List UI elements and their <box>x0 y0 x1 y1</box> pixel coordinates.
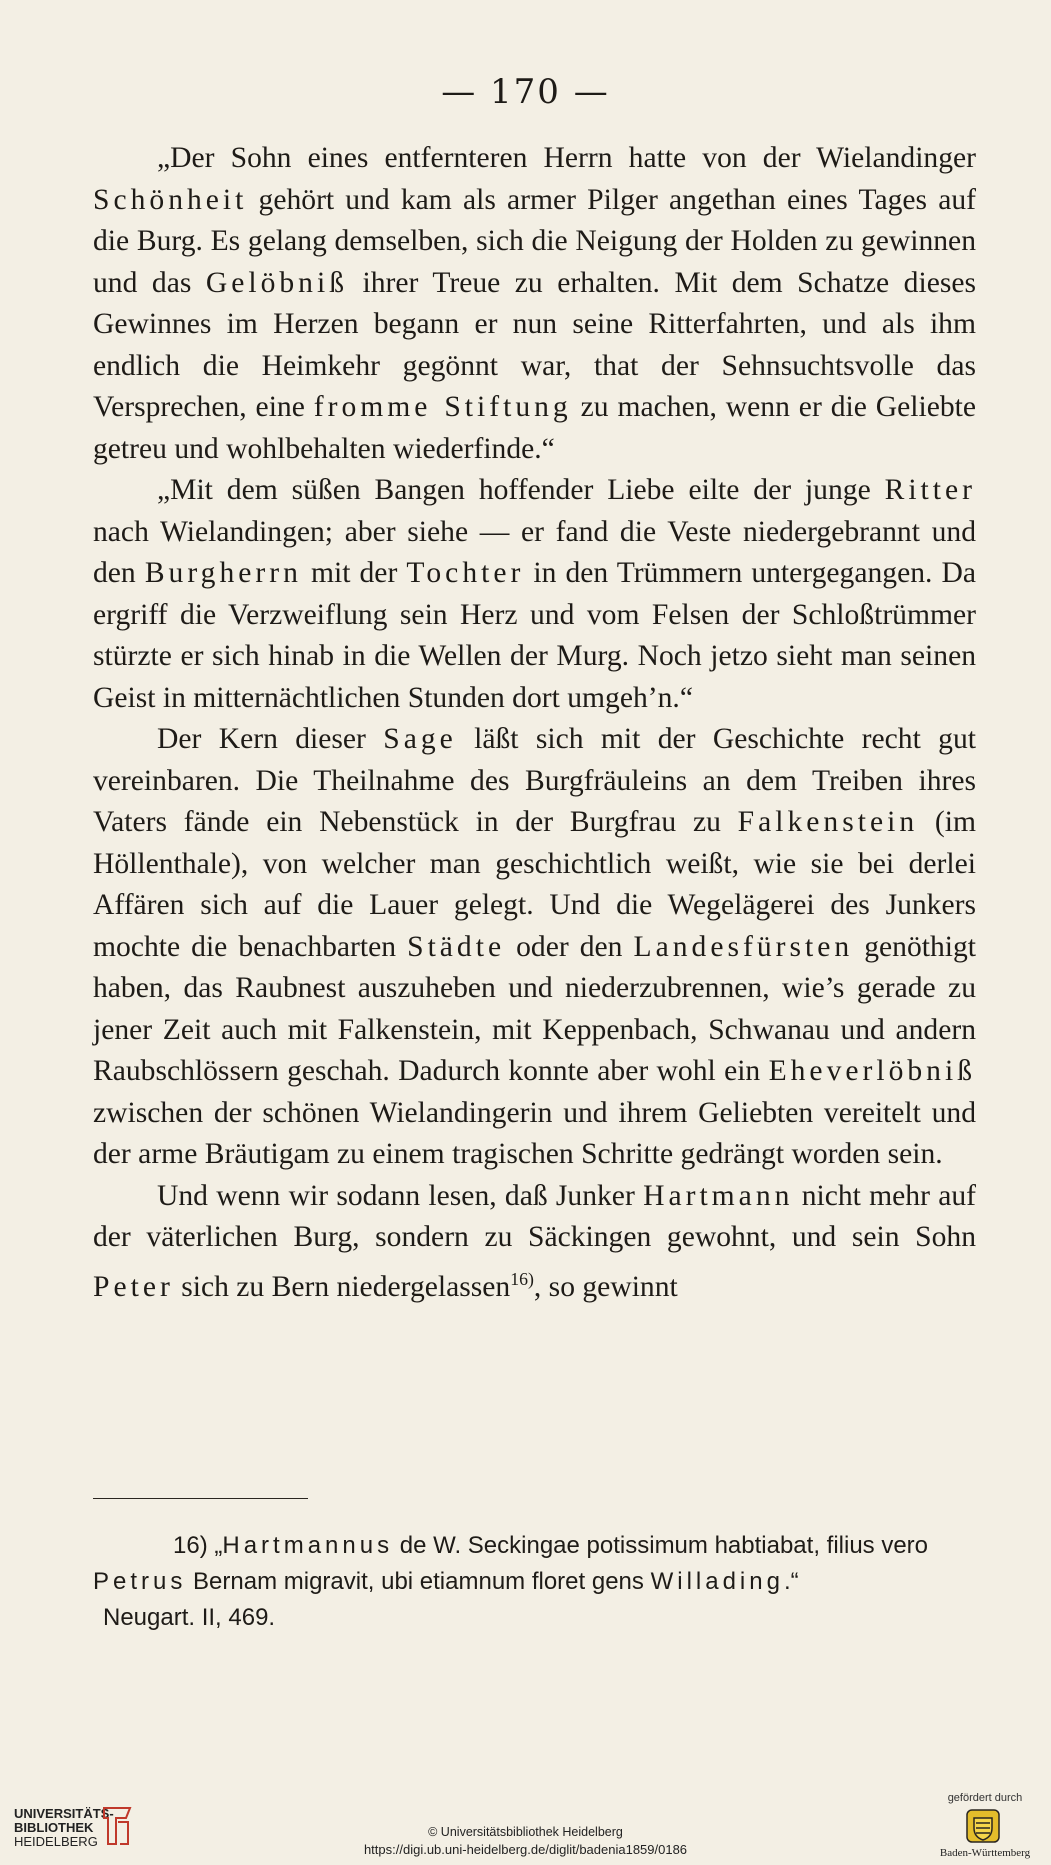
paragraph: Der Kern dieser Sage läßt sich mit der Geschichte recht gut vereinbaren. Die Theilnahme des Burgfräuleins an dem Treiben ihres Vaters fände ein Nebenstück in der Burgfrau zu Falkenstein (im Höllenthale), von welcher man geschichtlich weißt, wie sie bei derlei Affären sich auf die Lauer gelegt. Und die Wegelägerei des Junkers mochte die benachbarten Städte oder den Landesfürsten genöthigt haben, das Raubnest auszuheben und niederzubrennen, wie’s gerade zu jener Zeit auch mit Falkenstein, mit Keppenbach, Schwanau und andern Raubschlössern geschah. Dadurch konnte aber wohl ein Eheverlöbniß zwischen der schönen Wielandingerin und ihrem Geliebten vereitelt und der arme Bräutigam zu einem tragischen Schritte gedrängt worden sein. <box>93 723 976 1170</box>
footnote <box>93 1528 988 1636</box>
body-text <box>93 138 976 1308</box>
page-number: — 170 — <box>441 72 610 112</box>
spaced-emphasis: Burgherrn <box>144 557 302 589</box>
spaced-emphasis: Sage <box>383 723 457 755</box>
footnote-source: Neugart. II, 469. <box>103 1604 276 1631</box>
spaced-emphasis: Hartmannus <box>222 1532 394 1559</box>
paragraph: „Mit dem süßen Bangen hoffender Liebe eilte der junge Ritter nach Wielandingen; aber siehe — er fand die Veste niedergebrannt und den Burgherrn mit der Tochter in den Trümmern untergegangen. Da ergriff die Verzweiflung sein Herz und vom Felsen der Schloßtrümmer stürzte er sich hinab in die Wellen der Murg. Noch jetzo sieht man seinen Geist in mitternächtlichen Stunden dort umgeh’n.“ <box>93 474 976 714</box>
spaced-emphasis: Hartmann <box>643 1179 794 1212</box>
paragraph: „Der Sohn eines entfernteren Herrn hatte von der Wielandinger Schönheit gehört und kam als armer Pilger angethan eines Tages auf die Burg. Es gelang demselben, sich die Neigung der Holden zu gewinnen und das Gelöbniß ihrer Treue zu erhalten. Mit dem Schatze dieses Gewinnes im Herzen begann er nun seine Ritterfahrten, und als ihm endlich die Heimkehr gegönnt war, that der Sehnsuchtsvolle das Versprechen, eine fromme Stiftung zu machen, wenn er die Geliebte getreu und wohlbehalten wiederfinde.“ <box>93 142 977 465</box>
footnote-text: 16) „Hartmannus de W. Seckingae potissimum habtiabat, filius vero Petrus Bernam migravit, ubi etiamnum floret gens Willading.“ <box>93 1532 929 1595</box>
copyright-notice: © Universitätsbibliothek Heidelberg <box>428 1825 623 1839</box>
logo-line: UNIVERSITÄTS- <box>14 1806 114 1821</box>
footnote-ref: 16) <box>510 1268 534 1289</box>
funder-label: Baden-Württemberg <box>939 1847 1031 1859</box>
spaced-emphasis: Gelöbniß <box>205 266 348 299</box>
spaced-emphasis: Peter <box>93 1270 174 1303</box>
logo-line: BIBLIOTHEK <box>14 1820 94 1835</box>
baden-wuerttemberg-seal-icon <box>965 1808 1001 1844</box>
logo-line: HEIDELBERG <box>14 1834 98 1849</box>
spaced-emphasis: Willading <box>650 1568 784 1595</box>
funded-by-label: gefördert durch <box>947 1792 1023 1804</box>
spaced-emphasis: Schönheit <box>93 183 248 216</box>
paragraph: Und wenn wir sodann lesen, daß Junker Hartmann nicht mehr auf der väterlichen Burg, sondern zu Säckingen gewohnt, und sein Sohn Peter sich zu Bern niedergelassen$^{16)}$, so gewinnt <box>93 1179 976 1303</box>
permalink-url[interactable]: https://digi.ub.uni-heidelberg.de/diglit/badenia1859/0186 <box>363 1842 688 1857</box>
spaced-emphasis: Tochter <box>406 557 525 589</box>
footnote-divider <box>93 1498 308 1499</box>
spaced-emphasis: Falkenstein <box>737 806 919 838</box>
spaced-emphasis: Städte <box>407 930 506 963</box>
spaced-emphasis: fromme Stiftung <box>313 391 572 423</box>
spaced-emphasis: Landesfürsten <box>633 930 854 963</box>
spaced-emphasis: Petrus <box>93 1568 187 1595</box>
spaced-emphasis: Ritter <box>884 474 976 506</box>
spaced-emphasis: Eheverlöbniß <box>768 1055 976 1087</box>
